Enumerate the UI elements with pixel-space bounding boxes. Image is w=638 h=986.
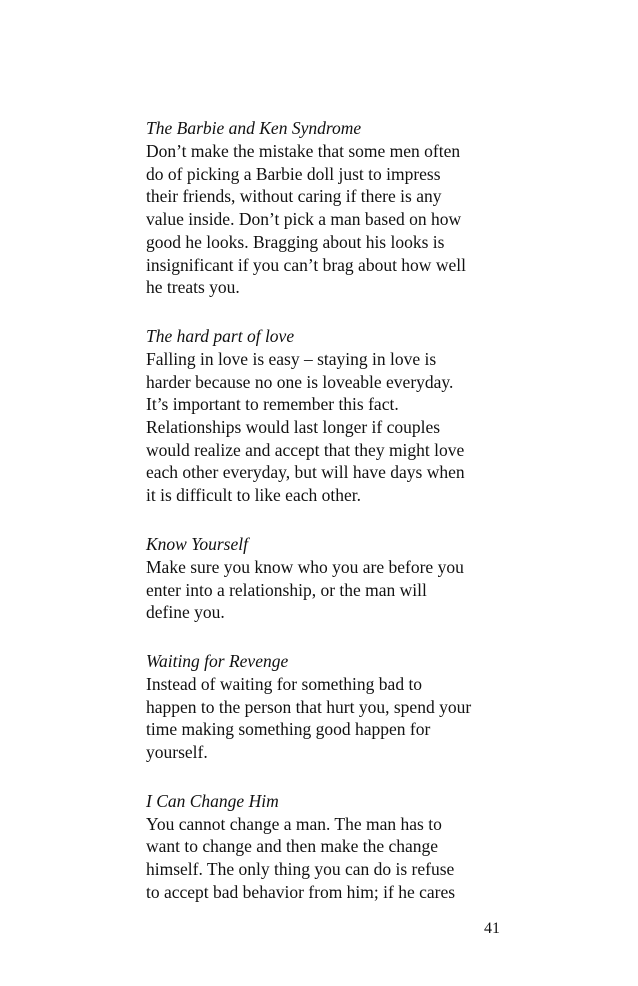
body-line: insignificant if you can’t brag about how well <box>146 254 466 275</box>
section-know-yourself <box>146 533 516 624</box>
section-heading: The Barbie and Ken Syndrome <box>146 118 362 138</box>
body-line: define you. <box>146 602 225 623</box>
body-line: value inside. Don’t pick a man based on how <box>146 209 462 230</box>
body-line: Don’t make the mistake that some men often <box>146 141 461 161</box>
body-line: he treats you. <box>146 277 240 298</box>
section-heading: Know Yourself <box>146 533 248 554</box>
body-line: himself. The only thing you can do is refuse <box>146 859 455 880</box>
section-heading: The hard part of love <box>146 325 295 346</box>
section-waiting-for-revenge <box>146 650 516 764</box>
section-i-can-change-him <box>146 790 516 904</box>
section-barbie-ken <box>146 117 516 299</box>
section-heading: Waiting for Revenge <box>146 650 289 671</box>
body-line: It’s important to remember this fact. <box>146 394 399 415</box>
body-line: good he looks. Bragging about his looks is <box>146 231 445 252</box>
body-line: want to change and then make the change <box>146 836 439 857</box>
body-line: Instead of waiting for something bad to <box>146 673 423 694</box>
body-line: their friends, without caring if there is any <box>146 186 442 207</box>
body-line: Make sure you know who you are before you <box>146 556 464 577</box>
body-line: Relationships would last longer if couples <box>146 417 441 438</box>
section-heading: I Can Change Him <box>146 790 279 811</box>
body-line: each other everyday, but will have days when <box>146 462 465 483</box>
body-line: harder because no one is loveable everyday. <box>146 371 454 392</box>
page-number: 41 <box>484 920 500 937</box>
body-line: yourself. <box>146 742 208 763</box>
body-line: happen to the person that hurt you, spend your <box>146 696 472 717</box>
body-line: would realize and accept that they might love <box>146 439 465 460</box>
body-line: to accept bad behavior from him; if he cares <box>146 881 456 902</box>
body-line: do of picking a Barbie doll just to impress <box>146 163 441 184</box>
body-line: enter into a relationship, or the man will <box>146 579 427 600</box>
body-line: You cannot change a man. The man has to <box>146 813 442 834</box>
section-hard-part-of-love <box>146 325 516 507</box>
page-content <box>146 117 516 930</box>
body-line: Falling in love is easy – staying in love is <box>146 348 437 369</box>
body-line: time making something good happen for <box>146 719 431 740</box>
body-line: it is difficult to like each other. <box>146 485 361 506</box>
